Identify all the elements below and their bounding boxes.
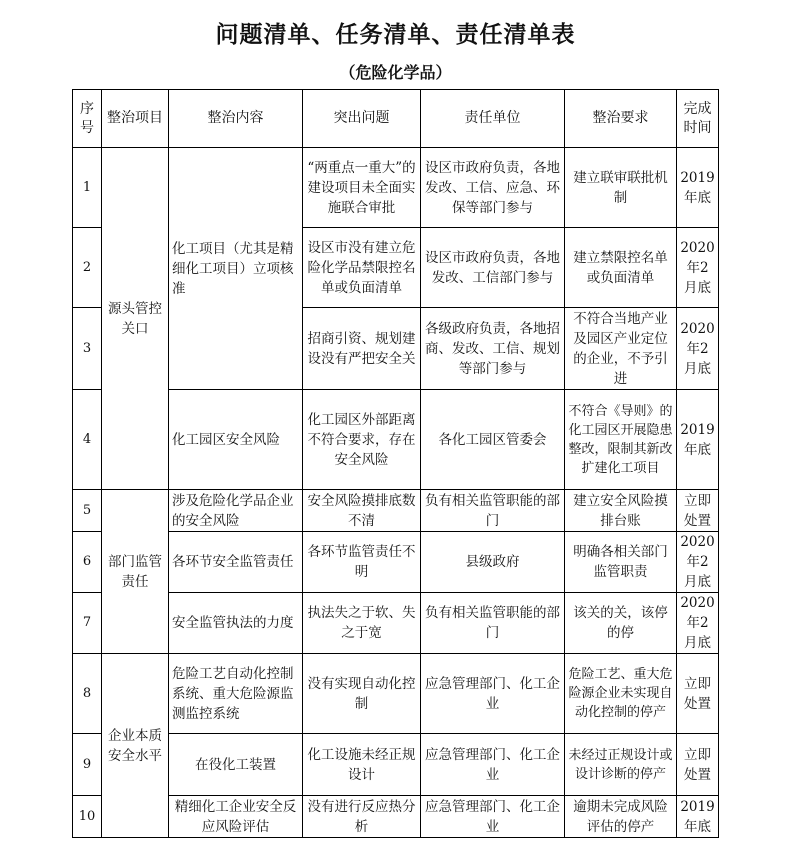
header-row: [73, 90, 719, 148]
deadline-cell: 2020年2月底: [677, 593, 719, 654]
table-row: [73, 593, 719, 654]
deadline-cell: 2020年2月底: [677, 532, 719, 593]
requirement-cell: 建立禁限控名单或负面清单: [565, 228, 677, 308]
group-enterprise-safety: 企业本质安全水平: [102, 654, 169, 838]
requirement-cell: 建立联审联批机制: [565, 148, 677, 228]
row-no: 2: [73, 228, 102, 308]
table-row: [73, 390, 719, 490]
deadline-cell: 2019年底: [677, 390, 719, 490]
content-cell: 安全监管执法的力度: [169, 593, 303, 654]
deadline-cell: 立即处置: [677, 654, 719, 734]
row-no: 9: [73, 734, 102, 796]
unit-cell: 应急管理部门、化工企业: [421, 796, 565, 838]
row-no: 8: [73, 654, 102, 734]
row-no: 6: [73, 532, 102, 593]
group-department-supervision: 部门监管责任: [102, 490, 169, 654]
content-cell: 化工项目（尤其是精细化工项目）立项核准: [169, 148, 303, 390]
header-issue: 突出问题: [303, 90, 421, 148]
issue-cell: 没有实现自动化控制: [303, 654, 421, 734]
requirement-cell: 不符合《导则》的化工园区开展隐患整改，限制其新改扩建化工项目: [565, 390, 677, 490]
table-row: [73, 532, 719, 593]
page-subtitle: （危险化学品）: [339, 63, 452, 82]
rectification-table: [72, 89, 719, 838]
issue-cell: 没有进行反应热分析: [303, 796, 421, 838]
unit-cell: 应急管理部门、化工企业: [421, 734, 565, 796]
issue-cell: 化工设施未经正规设计: [303, 734, 421, 796]
page-title: 问题清单、任务清单、责任清单表: [215, 22, 576, 48]
deadline-cell: 2020年2月底: [677, 308, 719, 390]
requirement-cell: 明确各相关部门监管职责: [565, 532, 677, 593]
header-requirement: 整治要求: [565, 90, 677, 148]
table-row: [73, 490, 719, 532]
content-cell: 涉及危险化学品企业的安全风险: [169, 490, 303, 532]
content-cell: 各环节安全监管责任: [169, 532, 303, 593]
deadline-cell: 2019年底: [677, 796, 719, 838]
row-no: 7: [73, 593, 102, 654]
header-item: 整治项目: [102, 90, 169, 148]
requirement-cell: 未经过正规设计或设计诊断的停产: [565, 734, 677, 796]
deadline-cell: 立即处置: [677, 734, 719, 796]
unit-cell: 设区市政府负责，各地发改、工信部门参与: [421, 228, 565, 308]
unit-cell: 各级政府负责，各地招商、发改、工信、规划等部门参与: [421, 308, 565, 390]
requirement-cell: 逾期未完成风险评估的停产: [565, 796, 677, 838]
header-unit: 责任单位: [421, 90, 565, 148]
row-no: 4: [73, 390, 102, 490]
content-cell: 精细化工企业安全反应风险评估: [169, 796, 303, 838]
row-no: 1: [73, 148, 102, 228]
issue-cell: 安全风险摸排底数不清: [303, 490, 421, 532]
issue-cell: 招商引资、规划建设没有严把安全关: [303, 308, 421, 390]
unit-cell: 负有相关监管职能的部门: [421, 593, 565, 654]
deadline-cell: 立即处置: [677, 490, 719, 532]
row-no: 5: [73, 490, 102, 532]
issue-cell: 设区市没有建立危险化学品禁限控名单或负面清单: [303, 228, 421, 308]
group-source-control: 源头管控关口: [102, 148, 169, 490]
unit-cell: 设区市政府负责，各地发改、工信、应急、环保等部门参与: [421, 148, 565, 228]
unit-cell: 负有相关监管职能的部门: [421, 490, 565, 532]
row-no: 3: [73, 308, 102, 390]
deadline-cell: 2019年底: [677, 148, 719, 228]
issue-cell: 各环节监管责任不明: [303, 532, 421, 593]
issue-cell: 化工园区外部距离不符合要求，存在安全风险: [303, 390, 421, 490]
deadline-cell: 2020年2月底: [677, 228, 719, 308]
requirement-cell: 危险工艺、重大危险源企业未实现自动化控制的停产: [565, 654, 677, 734]
table-row: [73, 148, 719, 228]
row-no: 10: [73, 796, 102, 838]
table-row: [73, 654, 719, 734]
unit-cell: 应急管理部门、化工企业: [421, 654, 565, 734]
unit-cell: 县级政府: [421, 532, 565, 593]
issue-cell: 执法失之于软、失之于宽: [303, 593, 421, 654]
issue-cell: “两重点一重大”的建设项目未全面实施联合审批: [303, 148, 421, 228]
content-cell: 在役化工装置: [169, 734, 303, 796]
header-deadline: 完成时间: [677, 90, 719, 148]
table-row: [73, 734, 719, 796]
content-cell: 危险工艺自动化控制系统、重大危险源监测监控系统: [169, 654, 303, 734]
requirement-cell: 该关的关，该停的停: [565, 593, 677, 654]
unit-cell: 各化工园区管委会: [421, 390, 565, 490]
requirement-cell: 建立安全风险摸排台账: [565, 490, 677, 532]
requirement-cell: 不符合当地产业及园区产业定位的企业，不予引进: [565, 308, 677, 390]
content-cell: 化工园区安全风险: [169, 390, 303, 490]
header-content: 整治内容: [169, 90, 303, 148]
header-no: 序号: [73, 90, 102, 148]
table-row: [73, 796, 719, 838]
